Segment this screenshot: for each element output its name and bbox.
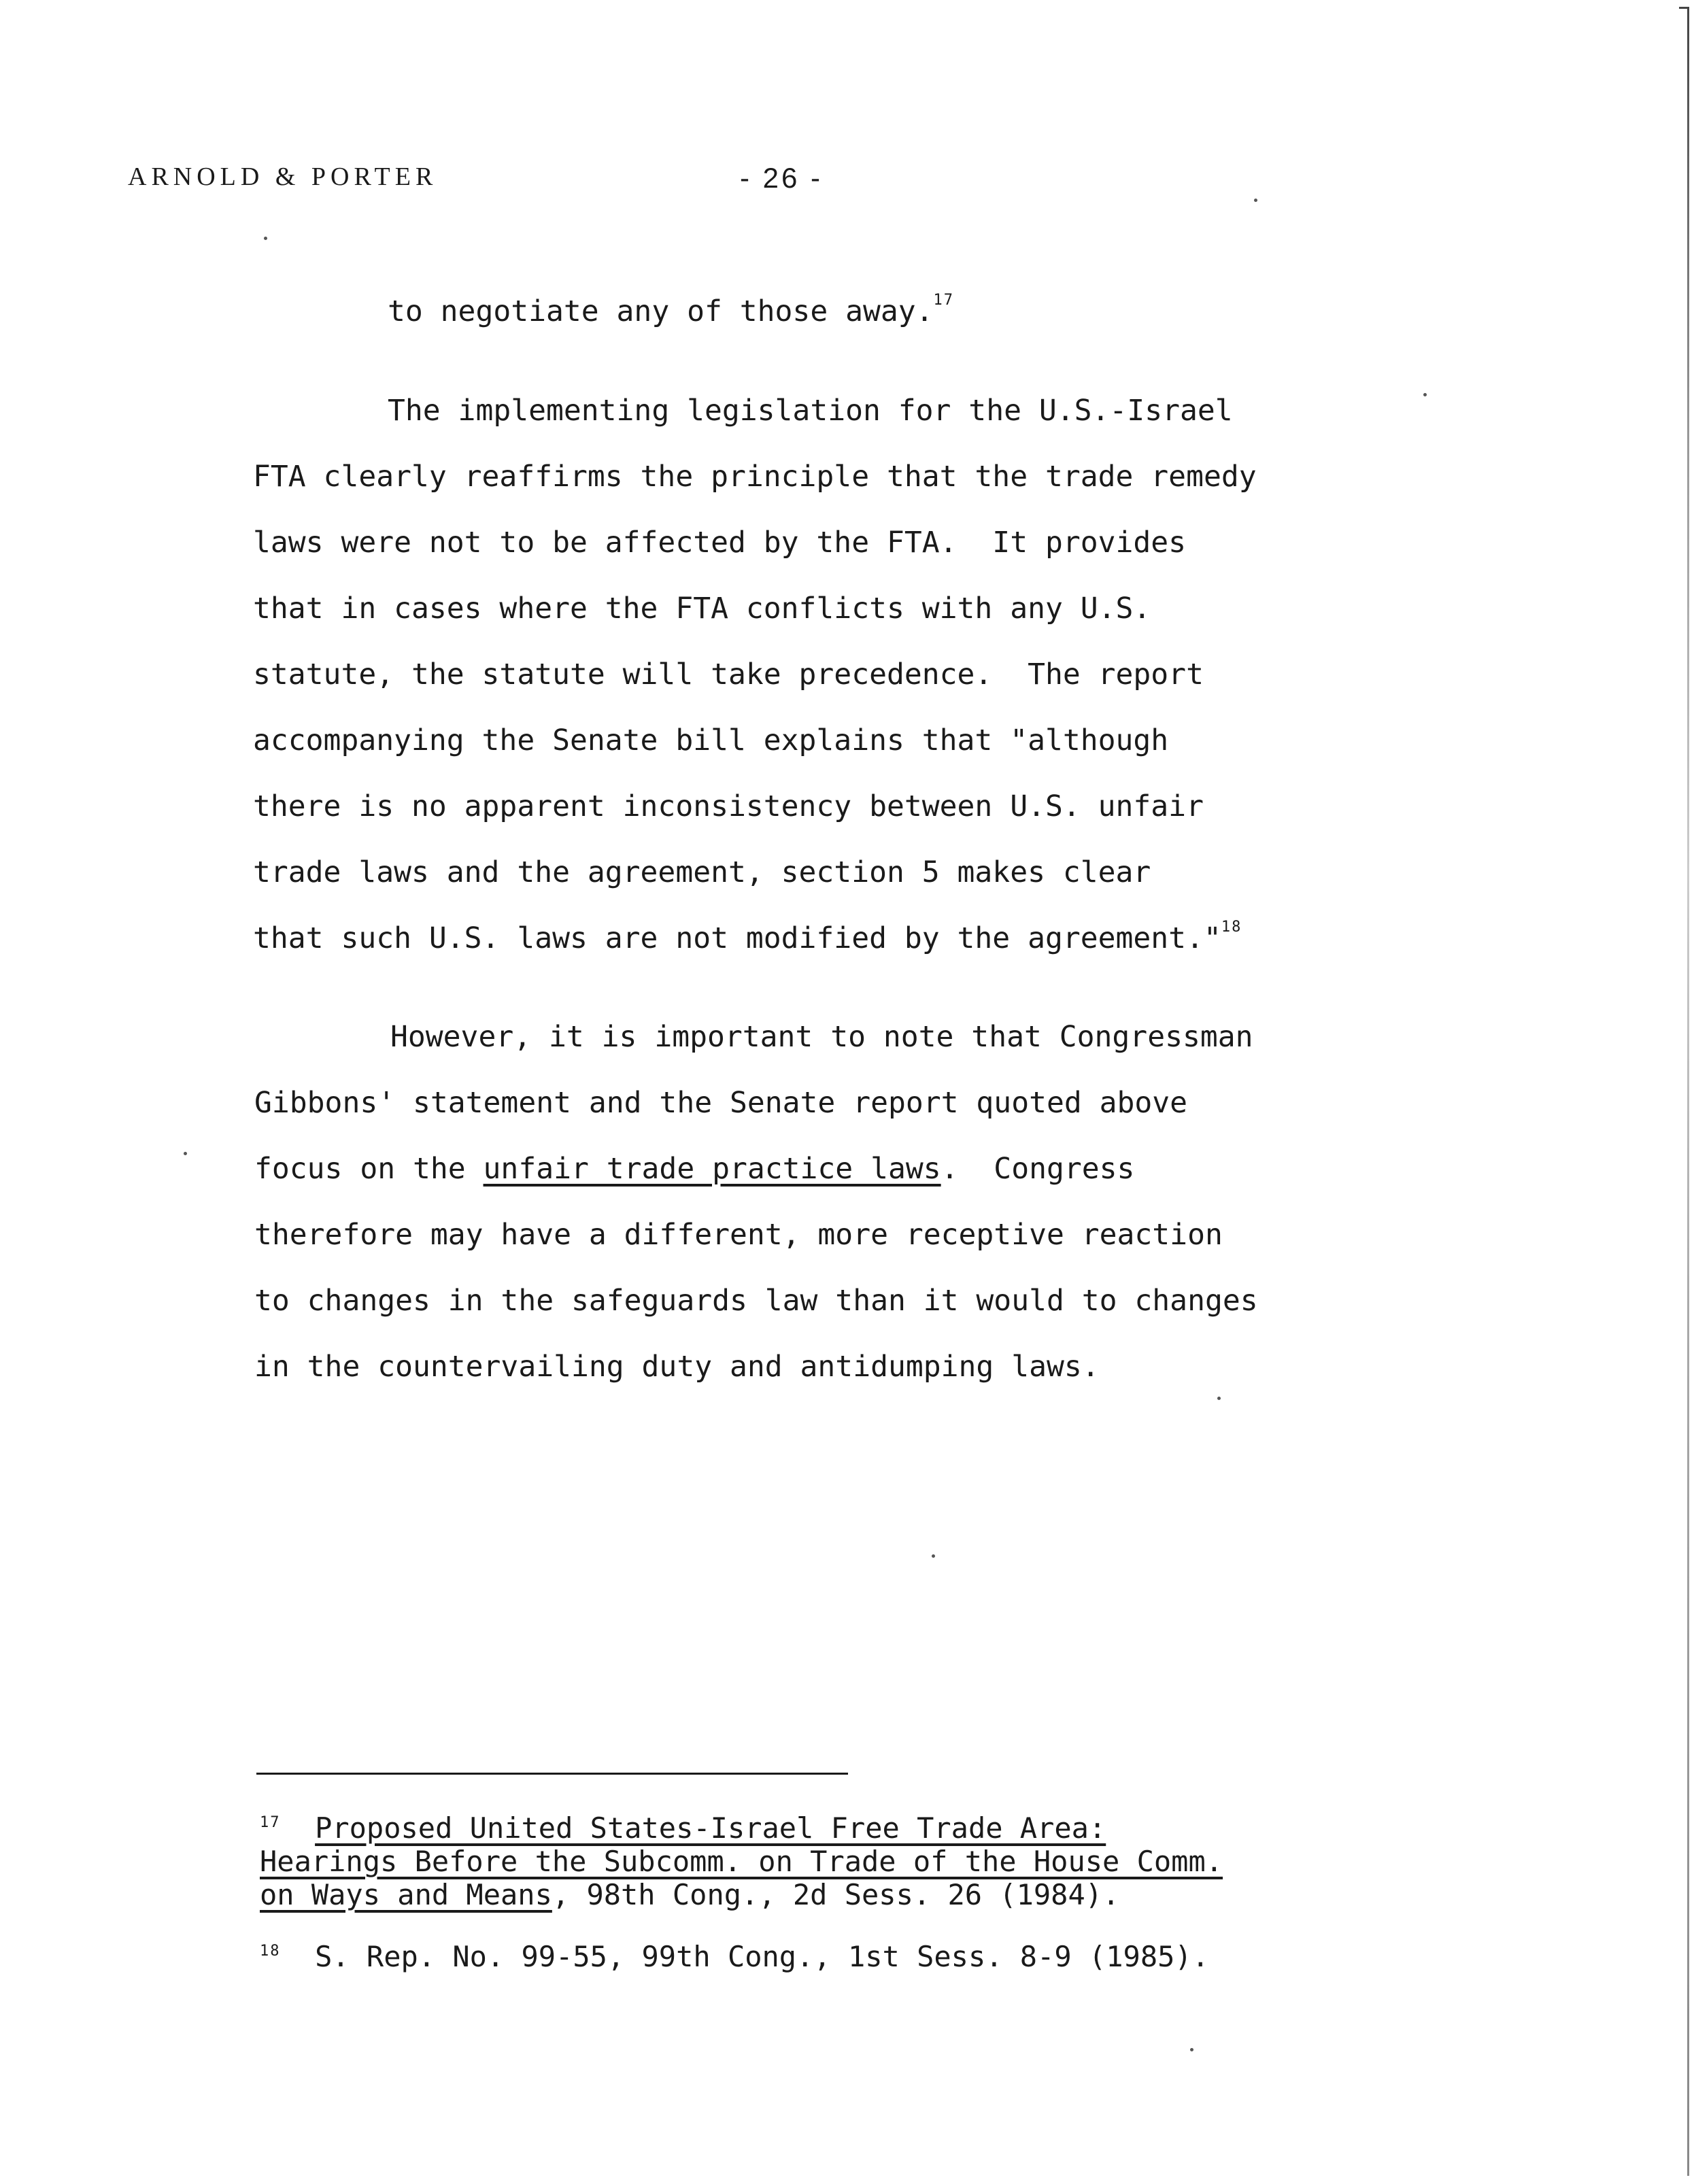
line-text: . Congress [941, 1152, 1135, 1186]
footnote-mark: 17 [260, 1814, 281, 1831]
footnote-text: S. Rep. No. 99-55, 99th Cong., 1st Sess. 8-9 (1985). [315, 1940, 1209, 1973]
paragraph-3-line [254, 1152, 1135, 1186]
paragraph-2-line: that in cases where the FTA conflicts with any U.S. [253, 592, 1151, 626]
underlined-phrase: unfair trade practice laws [483, 1152, 941, 1186]
footnote-ref-18: 18 [1221, 919, 1242, 936]
footnote-mark: 18 [260, 1943, 281, 1960]
scan-edge [1679, 0, 1694, 2184]
paragraph-2-last-line [253, 919, 1242, 955]
line-text: focus on the [254, 1152, 484, 1186]
footnote-17-line [260, 1878, 1120, 1911]
page-header [128, 162, 1012, 203]
paragraph-2-line: trade laws and the agreement, section 5 makes clear [253, 855, 1151, 889]
paragraph-3-line: Gibbons' statement and the Senate report quoted above [254, 1086, 1188, 1120]
paragraph-2-line: statute, the statute will take precedence. The report [253, 658, 1204, 692]
line-text: that such U.S. laws are not modified by the agreement." [253, 921, 1221, 955]
paragraph-3-line: to changes in the safeguards law than it would to changes [254, 1284, 1258, 1318]
paragraph-3-line: in the countervailing duty and antidumping laws. [254, 1350, 1100, 1384]
line-text: to negotiate any of those away. [388, 294, 934, 328]
footnote-separator [256, 1773, 848, 1775]
footnote-17-line [260, 1847, 1223, 1876]
paragraph-1-line [388, 292, 955, 328]
footnote-text: Hearings Before the Subcomm. on Trade of the House Comm. [260, 1845, 1223, 1878]
paragraph-2-line: accompanying the Senate bill explains that "although [253, 723, 1169, 757]
firm-name: ARNOLD & PORTER [128, 163, 438, 191]
footnote-text: on Ways and Means [260, 1878, 552, 1911]
footnote-text: , 98th Cong., 2d Sess. 26 (1984). [552, 1878, 1120, 1911]
paragraph-2-line: laws were not to be affected by the FTA. It provides [253, 526, 1187, 560]
footnote-ref-17: 17 [933, 292, 955, 309]
footnote-text: Proposed United States-Israel Free Trade Area: [315, 1811, 1106, 1845]
footnote-18 [260, 1940, 1209, 1973]
paragraph-3-line: therefore may have a different, more receptive reaction [254, 1218, 1223, 1252]
paragraph-3-line: However, it is important to note that Congressman [390, 1020, 1253, 1054]
paragraph-2-line: The implementing legislation for the U.S.-Israel [388, 394, 1233, 428]
page-number: - 26 - [740, 162, 824, 194]
footnote-17 [260, 1811, 1106, 1845]
paragraph-2-line: there is no apparent inconsistency between U.S. unfair [253, 789, 1204, 823]
paragraph-2-line: FTA clearly reaffirms the principle that the trade remedy [253, 460, 1257, 494]
